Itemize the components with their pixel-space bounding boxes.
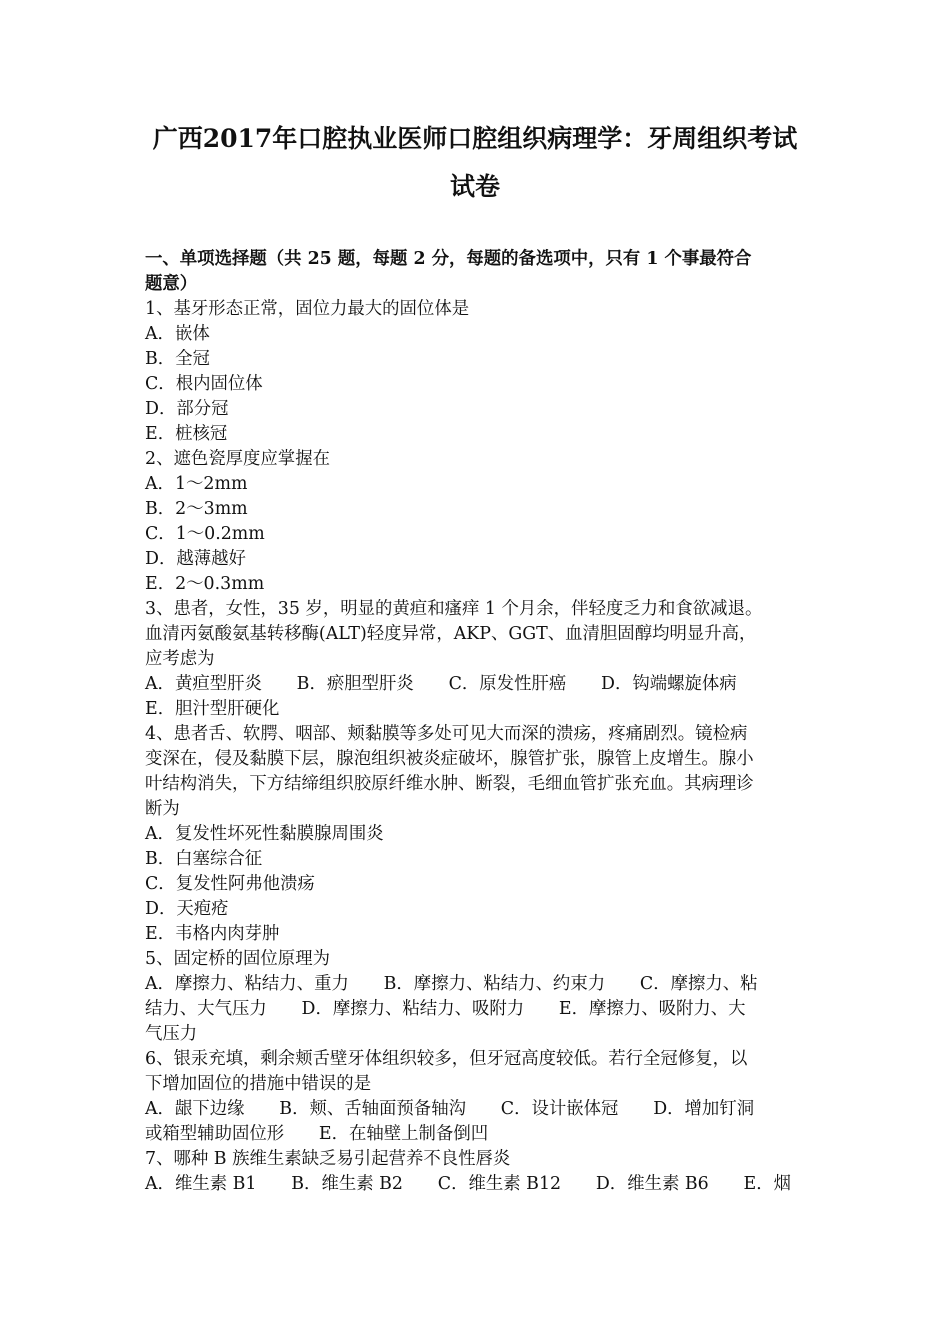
body-line: E．2～0.3mm — [145, 574, 265, 594]
body-line: 1、基牙形态正常，固位力最大的固位体是 — [145, 299, 470, 319]
body-line: D．越薄越好 — [145, 549, 246, 569]
body-line: A．摩擦力、粘结力、重力 B．摩擦力、粘结力、约束力 C．摩擦力、粘 — [145, 974, 758, 994]
body-line: 应考虑为 — [145, 649, 215, 669]
body-line: 变深在，侵及黏膜下层，腺泡组织被炎症破坏，腺管扩张，腺管上皮增生。腺小 — [145, 749, 754, 769]
body-line: 4、患者舌、软腭、咽部、颊黏膜等多处可见大而深的溃疡，疼痛剧烈。镜检病 — [145, 724, 748, 744]
body-line: 7、哪种 B 族维生素缺乏易引起营养不良性唇炎 — [145, 1149, 511, 1169]
body-line: 断为 — [145, 799, 180, 819]
body-line: A．嵌体 — [145, 324, 210, 344]
body-line: E．韦格内肉芽肿 — [145, 924, 280, 944]
body-line: 5、固定桥的固位原理为 — [145, 949, 330, 969]
body-line: A．黄疸型肝炎 B．瘀胆型肝炎 C．原发性肝癌 D．钩端螺旋体病 — [145, 674, 737, 694]
body-line: 2、遮色瓷厚度应掌握在 — [145, 449, 330, 469]
body-line: E．胆汁型肝硬化 — [145, 699, 280, 719]
body-line: D．天疱疮 — [145, 899, 229, 919]
title-line-2: 试卷 — [449, 172, 500, 201]
body-line: A．龈下边缘 B．颊、舌轴面预备轴沟 C．设计嵌体冠 D．增加钉洞 — [145, 1099, 755, 1119]
body-line: 叶结构消失，下方结缔组织胶原纤维水肿、断裂，毛细血管扩张充血。其病理诊 — [145, 774, 754, 794]
body-line: 结力、大气压力 D．摩擦力、粘结力、吸附力 E．摩擦力、吸附力、大 — [145, 999, 746, 1019]
document-title — [120, 115, 830, 211]
question-list — [145, 297, 817, 1197]
body-line: 气压力 — [145, 1024, 198, 1044]
body-line: 血清丙氨酸氨基转移酶(ALT)轻度异常，AKP、GGT、血清胆固醇均明显升高， — [145, 624, 757, 644]
body-line: C．根内固位体 — [145, 374, 263, 394]
title-line-1: 广西2017年口腔执业医师口腔组织病理学：牙周组织考试 — [152, 124, 798, 153]
section-heading-line-2: 题意） — [145, 274, 198, 294]
body-line: 下增加固位的措施中错误的是 — [145, 1074, 372, 1094]
body-line: B．白塞综合征 — [145, 849, 263, 869]
body-line: 或箱型辅助固位形 E．在轴壁上制备倒凹 — [145, 1124, 489, 1144]
body-line: 6、银汞充填，剩余颊舌壁牙体组织较多，但牙冠高度较低。若行全冠修复，以 — [145, 1049, 748, 1069]
body-line: 3、患者，女性，35 岁，明显的黄疸和瘙痒 1 个月余，伴轻度乏力和食欲减退。 — [145, 599, 763, 619]
body-line: C．复发性阿弗他溃疡 — [145, 874, 315, 894]
body-line: B．全冠 — [145, 349, 210, 369]
body-line: A．复发性坏死性黏膜腺周围炎 — [145, 824, 384, 844]
body-line: B．2～3mm — [145, 499, 248, 519]
section-heading-line-1: 一、单项选择题（共 25 题，每题 2 分，每题的备选项中，只有 1 个事最符合 — [145, 249, 752, 269]
body-line: E．桩核冠 — [145, 424, 228, 444]
body-line: D．部分冠 — [145, 399, 229, 419]
body-line: A．维生素 B1 B．维生素 B2 C．维生素 B12 D．维生素 B6 E．烟 — [145, 1174, 791, 1194]
body-line: C．1～0.2mm — [145, 524, 265, 544]
body-line: A．1～2mm — [145, 474, 248, 494]
document-body — [145, 247, 817, 1197]
